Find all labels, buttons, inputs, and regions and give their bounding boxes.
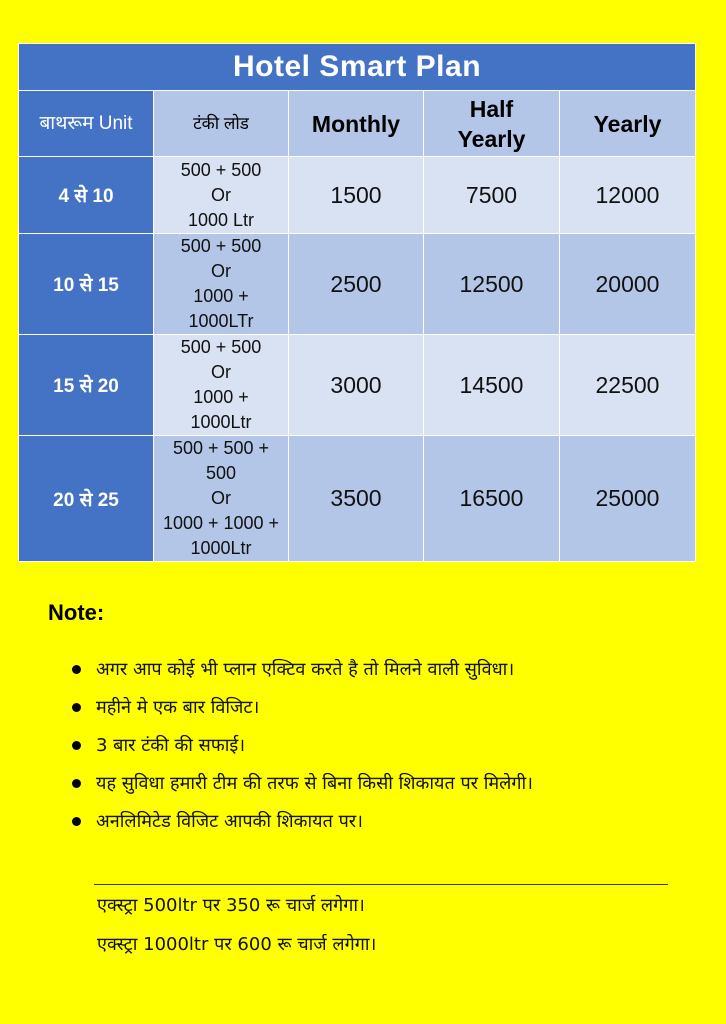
table-title: Hotel Smart Plan (19, 44, 696, 91)
half-yearly-price-cell: 7500 (424, 157, 560, 234)
note-text: अनलिमिटेड विजिट आपकी शिकायत पर। (96, 811, 363, 832)
header-yearly: Yearly (560, 91, 696, 157)
yearly-price-cell: 12000 (560, 157, 696, 234)
bullet-icon (72, 703, 81, 712)
tank-load-cell: 500 + 500 Or 1000 + 1000Ltr (154, 335, 289, 436)
table-row (19, 335, 696, 436)
unit-range-cell: 20 से 25 (19, 436, 154, 562)
table-row (19, 234, 696, 335)
table-title-row (19, 44, 696, 91)
unit-range-cell: 4 से 10 (19, 157, 154, 234)
tank-load-cell: 500 + 500 + 500 Or 1000 + 1000 + 1000Ltr (154, 436, 289, 562)
note-text: अगर आप कोई भी प्लान एक्टिव करते है तो मिलने वाली सुविधा। (96, 659, 515, 680)
list-item (70, 652, 680, 688)
half-yearly-price-cell: 16500 (424, 436, 560, 562)
yearly-price-cell: 22500 (560, 335, 696, 436)
monthly-price-cell: 2500 (289, 234, 424, 335)
bullet-icon (72, 741, 81, 750)
table-row (19, 157, 696, 234)
note-list (70, 652, 680, 842)
table-row (19, 436, 696, 562)
divider-line (94, 884, 668, 885)
half-yearly-price-cell: 14500 (424, 335, 560, 436)
extra-charge-1000: एक्स्ट्रा 1000ltr पर 600 रू चार्ज लगेगा। (97, 934, 377, 955)
note-text: यह सुविधा हमारी टीम की तरफ से बिना किसी शिकायत पर मिलेगी। (96, 773, 533, 794)
tank-load-cell: 500 + 500 Or 1000 Ltr (154, 157, 289, 234)
list-item (70, 690, 680, 726)
yearly-price-cell: 20000 (560, 234, 696, 335)
header-half-yearly: Half Yearly (424, 91, 560, 157)
bullet-icon (72, 817, 81, 826)
list-item (70, 804, 680, 840)
monthly-price-cell: 1500 (289, 157, 424, 234)
list-item (70, 728, 680, 764)
unit-range-cell: 10 से 15 (19, 234, 154, 335)
tank-load-cell: 500 + 500 Or 1000 + 1000LTr (154, 234, 289, 335)
monthly-price-cell: 3500 (289, 436, 424, 562)
bullet-icon (72, 779, 81, 788)
half-yearly-price-cell: 12500 (424, 234, 560, 335)
extra-charge-500: एक्स्ट्रा 500ltr पर 350 रू चार्ज लगेगा। (97, 895, 365, 916)
bullet-icon (72, 665, 81, 674)
header-bathroom-unit: बाथरूम Unit (19, 91, 154, 157)
list-item (70, 766, 680, 802)
note-heading: Note: (48, 600, 105, 625)
hotel-smart-plan-table (18, 43, 696, 562)
yearly-price-cell: 25000 (560, 436, 696, 562)
note-text: महीने मे एक बार विजिट। (96, 697, 260, 718)
header-monthly: Monthly (289, 91, 424, 157)
header-tank-load: टंकी लोड (154, 91, 289, 157)
table-header-row (19, 91, 696, 157)
note-text: 3 बार टंकी की सफाई। (96, 735, 246, 756)
unit-range-cell: 15 से 20 (19, 335, 154, 436)
monthly-price-cell: 3000 (289, 335, 424, 436)
